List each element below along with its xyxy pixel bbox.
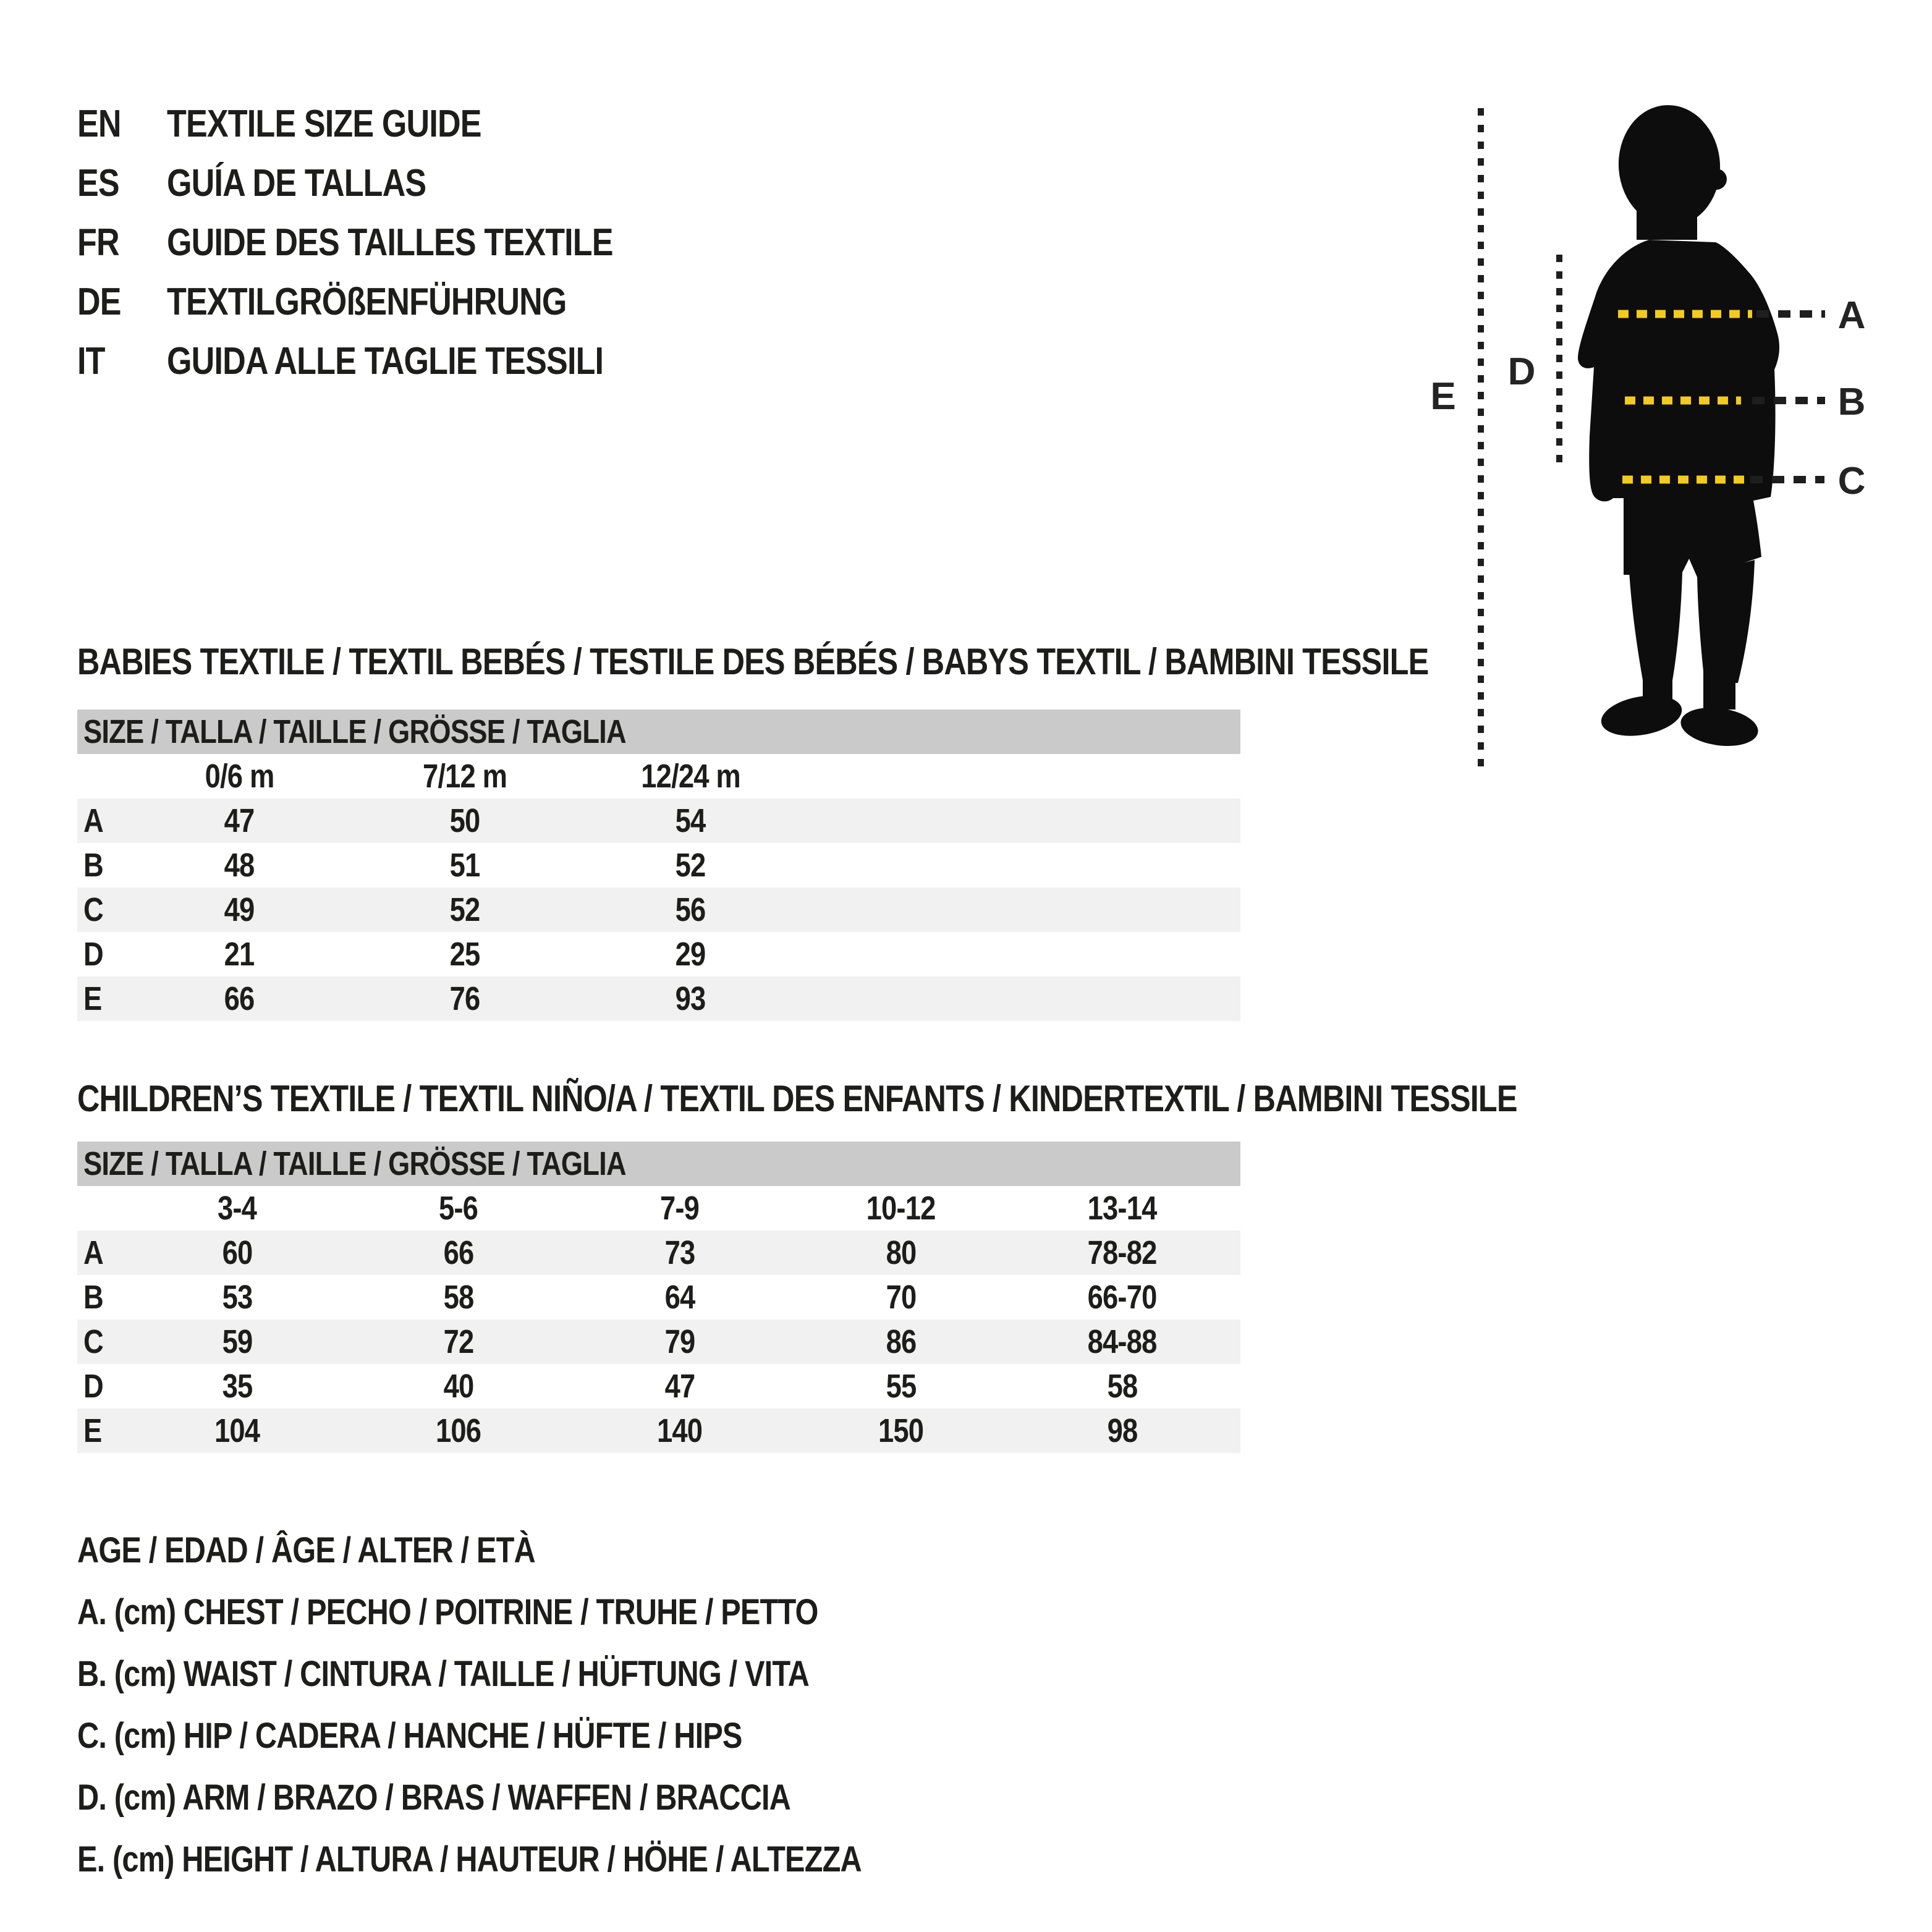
measure-label-e: E	[1430, 375, 1456, 418]
cell-text: 47	[664, 1368, 695, 1405]
table-cell	[352, 935, 578, 973]
silhouette-right-shoe	[1678, 703, 1760, 751]
cell-text: 53	[222, 1279, 253, 1316]
table-row	[77, 977, 1240, 1021]
language-title	[167, 280, 643, 324]
column-header-text: 0/6 m	[205, 758, 274, 795]
table-cell	[352, 891, 578, 929]
language-title-text: TEXTILGRÖßENFÜHRUNG	[167, 280, 567, 323]
language-code	[77, 280, 167, 324]
language-row	[77, 213, 698, 272]
table-cell	[127, 802, 352, 840]
cell-text: 78-82	[1088, 1234, 1157, 1271]
table-cell	[578, 980, 803, 1018]
measure-label-c: C	[1837, 460, 1866, 502]
table-cell	[578, 935, 803, 973]
row-label-text: B	[83, 847, 103, 884]
language-title-text: GUIDE DES TAILLES TEXTILE	[167, 221, 613, 264]
silhouette-neck	[1637, 190, 1697, 240]
cell-text: 140	[657, 1412, 703, 1449]
language-row	[77, 331, 698, 391]
language-code	[77, 221, 167, 265]
silhouette-ear	[1706, 169, 1727, 190]
row-label	[77, 1412, 127, 1450]
table-cell	[127, 1412, 348, 1450]
row-label-text: C	[83, 1323, 103, 1360]
language-row	[77, 272, 698, 331]
cell-text: 72	[443, 1323, 474, 1360]
cell-text: 51	[450, 847, 480, 884]
row-label	[77, 1234, 127, 1272]
table-cell	[348, 1278, 569, 1316]
row-label	[77, 802, 127, 840]
table-cell	[127, 935, 352, 973]
measure-label-b: B	[1837, 381, 1866, 423]
legend-line-age	[77, 1519, 1011, 1581]
language-code-text: IT	[77, 339, 105, 383]
cell-text: 60	[222, 1234, 253, 1271]
legend-text: D. (cm) ARM / BRAZO / BRAS / WAFFEN / BRACCIA	[77, 1777, 791, 1818]
cell-text: 52	[450, 891, 480, 928]
column-header-text: 7/12 m	[423, 758, 507, 795]
cell-text: 73	[664, 1234, 695, 1271]
table-cell	[578, 802, 803, 840]
table-cell	[127, 846, 352, 884]
size-header-bar	[77, 710, 1240, 754]
measure-label-a: A	[1837, 294, 1866, 337]
table-cell	[1012, 1234, 1233, 1272]
silhouette-right-leg	[1697, 560, 1755, 683]
table-cell	[127, 980, 352, 1018]
column-header	[578, 757, 803, 795]
row-label	[77, 846, 127, 884]
table-cell	[569, 1278, 790, 1316]
silhouette-torso	[1578, 240, 1779, 578]
cell-text: 55	[886, 1368, 917, 1405]
column-header-text: 3-4	[218, 1190, 257, 1227]
table-row	[77, 932, 1240, 977]
cell-text: 49	[224, 891, 255, 928]
table-cell	[790, 1412, 1012, 1450]
legend-text: B. (cm) WAIST / CINTURA / TAILLE / HÜFTUNG / VITA	[77, 1653, 810, 1694]
cell-text: 80	[886, 1234, 917, 1271]
size-header-label: SIZE / TALLA / TAILLE / GRÖSSE / TAGLIA	[83, 1145, 626, 1182]
language-title-text: GUÍA DE TALLAS	[167, 161, 426, 205]
cell-text: 59	[222, 1323, 253, 1360]
legend-line-arm	[77, 1766, 1011, 1828]
table-row	[77, 1231, 1240, 1275]
language-code	[77, 339, 167, 383]
row-label-text: D	[83, 936, 103, 973]
cell-text: 76	[450, 980, 480, 1017]
language-code	[77, 102, 167, 146]
cell-text: 106	[436, 1412, 481, 1449]
language-code-text: DE	[77, 280, 121, 323]
column-header-text: 13-14	[1088, 1190, 1157, 1227]
cell-text: 48	[224, 847, 255, 884]
column-header	[569, 1189, 790, 1227]
cell-text: 29	[676, 936, 706, 973]
row-label-text: E	[83, 980, 102, 1017]
cell-text: 54	[676, 802, 706, 839]
row-label	[77, 1367, 127, 1405]
legend-text: E. (cm) HEIGHT / ALTURA / HAUTEUR / HÖHE / ALTEZZA	[77, 1839, 862, 1879]
language-row	[77, 153, 698, 213]
column-header-text: 7-9	[660, 1190, 700, 1227]
table-cell	[569, 1412, 790, 1450]
table-cell	[569, 1234, 790, 1272]
column-header-text: 12/24 m	[641, 758, 740, 795]
legend-line-chest	[77, 1581, 1011, 1643]
table-cell	[790, 1367, 1012, 1405]
cell-text: 98	[1107, 1412, 1138, 1449]
row-label	[77, 1323, 127, 1361]
table-row	[77, 1320, 1240, 1364]
language-code	[77, 161, 167, 205]
language-code-text: EN	[77, 102, 121, 145]
table-cell	[352, 846, 578, 884]
babies-size-table	[77, 710, 1240, 1021]
table-cell	[352, 980, 578, 1018]
column-header	[1012, 1189, 1233, 1227]
cell-text: 70	[886, 1279, 917, 1316]
table-cell	[348, 1234, 569, 1272]
table-row	[77, 1364, 1240, 1409]
column-header	[127, 757, 352, 795]
cell-text: 93	[676, 980, 706, 1017]
table-cell	[348, 1412, 569, 1450]
children-section-title	[77, 1080, 1791, 1118]
table-cell	[127, 1278, 348, 1316]
row-label-text: D	[83, 1368, 103, 1405]
language-header	[77, 94, 698, 391]
cell-text: 84-88	[1088, 1323, 1157, 1360]
babies-section-title-text: BABIES TEXTILE / TEXTIL BEBÉS / TESTILE DES BÉBÉS / BABYS TEXTIL / BAMBINI TESSILE	[77, 641, 1429, 682]
cell-text: 56	[676, 891, 706, 928]
cell-text: 25	[450, 936, 480, 973]
column-header	[127, 1189, 348, 1227]
table-cell	[1012, 1412, 1233, 1450]
row-label-text: A	[83, 1234, 103, 1271]
legend-line-height	[77, 1828, 1011, 1890]
language-title	[167, 161, 475, 205]
table-row	[77, 799, 1240, 843]
legend-text: C. (cm) HIP / CADERA / HANCHE / HÜFTE / HIPS	[77, 1715, 742, 1756]
table-cell	[790, 1323, 1012, 1361]
table-cell	[578, 846, 803, 884]
child-silhouette-diagram	[1415, 93, 1885, 791]
cell-text: 86	[886, 1323, 917, 1360]
babies-section-title	[77, 643, 1686, 681]
cell-text: 47	[224, 802, 255, 839]
row-label	[77, 1278, 127, 1316]
language-code-text: FR	[77, 221, 119, 264]
cell-text: 52	[676, 847, 706, 884]
table-cell	[790, 1278, 1012, 1316]
language-title	[167, 221, 698, 265]
table-cell	[348, 1323, 569, 1361]
table-row	[77, 1275, 1240, 1320]
column-header-text: 10-12	[866, 1190, 936, 1227]
table-cell	[127, 891, 352, 929]
legend-text: AGE / EDAD / ÂGE / ALTER / ETÀ	[77, 1530, 535, 1570]
table-cell	[578, 891, 803, 929]
cell-text: 40	[443, 1368, 474, 1405]
legend-text: A. (cm) CHEST / PECHO / POITRINE / TRUHE / PETTO	[77, 1591, 818, 1632]
table-row	[77, 1409, 1240, 1453]
row-label	[77, 980, 127, 1018]
row-label-text: B	[83, 1279, 103, 1316]
table-cell	[348, 1367, 569, 1405]
column-header	[790, 1189, 1012, 1227]
row-label-text: E	[83, 1412, 102, 1449]
legend-line-hip	[77, 1705, 1011, 1766]
cell-text: 35	[222, 1368, 253, 1405]
silhouette-right-ankle	[1703, 669, 1735, 710]
table-cell	[352, 802, 578, 840]
cell-text: 58	[1107, 1368, 1138, 1405]
children-size-table	[77, 1142, 1240, 1453]
column-header-row	[77, 754, 1240, 799]
table-cell	[790, 1234, 1012, 1272]
table-cell	[127, 1234, 348, 1272]
cell-text: 66	[443, 1234, 474, 1271]
children-section-title-text: CHILDREN’S TEXTILE / TEXTIL NIÑO/A / TEXTIL DES ENFANTS / KINDERTEXTIL / BAMBINI TESSILE	[77, 1078, 1517, 1119]
cell-text: 150	[878, 1412, 924, 1449]
language-row	[77, 94, 698, 153]
language-title-text: TEXTILE SIZE GUIDE	[167, 102, 481, 145]
cell-text: 66	[224, 980, 255, 1017]
size-header-label: SIZE / TALLA / TAILLE / GRÖSSE / TAGLIA	[83, 713, 626, 750]
language-title	[167, 102, 541, 146]
row-label-text: C	[83, 891, 103, 928]
cell-text: 21	[224, 936, 255, 973]
language-title-text: GUIDA ALLE TAGLIE TESSILI	[167, 339, 604, 383]
measurement-legend	[77, 1519, 1011, 1890]
cell-text: 58	[443, 1279, 474, 1316]
table-cell	[127, 1367, 348, 1405]
measurement-figure	[1415, 93, 1885, 791]
row-label-text: A	[83, 802, 103, 839]
table-cell	[1012, 1323, 1233, 1361]
row-label	[77, 891, 127, 929]
table-cell	[1012, 1367, 1233, 1405]
table-cell	[569, 1323, 790, 1361]
table-cell	[569, 1367, 790, 1405]
language-code-text: ES	[77, 161, 119, 205]
column-header	[348, 1189, 569, 1227]
size-header-bar	[77, 1142, 1240, 1186]
table-cell	[1012, 1278, 1233, 1316]
table-row	[77, 843, 1240, 888]
cell-text: 64	[664, 1279, 695, 1316]
column-header-row	[77, 1186, 1240, 1231]
table-cell	[127, 1323, 348, 1361]
legend-line-waist	[77, 1643, 1011, 1705]
column-header-text: 5-6	[439, 1190, 478, 1227]
table-row	[77, 888, 1240, 932]
language-title	[167, 339, 687, 383]
row-label	[77, 935, 127, 973]
cell-text: 104	[214, 1412, 260, 1449]
cell-text: 79	[664, 1323, 695, 1360]
measure-label-d: D	[1507, 350, 1536, 393]
column-header	[352, 757, 578, 795]
cell-text: 50	[450, 802, 480, 839]
cell-text: 66-70	[1088, 1279, 1157, 1316]
